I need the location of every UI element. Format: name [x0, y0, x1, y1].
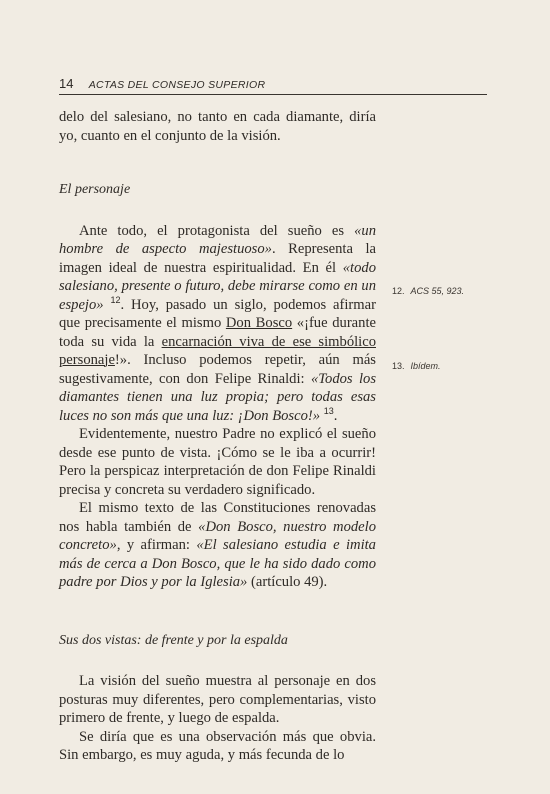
- paragraph-2: Evidentemente, nuestro Padre no explicó el sueño desde ese punto de vista. ¡Cómo se le iba a ocurrir! Pero la perspicaz interpretación de don Felipe Rinaldi precisa y concreta su verdadero significado.: [59, 426, 376, 498]
- underlined-don-bosco: Don Bosco: [225, 315, 293, 331]
- quote-espejo: «todo salesiano, presente o futuro, debe mirarse como en un espejo»: [59, 259, 376, 313]
- quote-hombre: «un hombre de aspecto majestuoso»: [59, 222, 376, 257]
- footnote-13: 13. Ibídem.: [392, 361, 441, 371]
- running-title: ACTAS DEL CONSEJO SUPERIOR: [88, 79, 266, 91]
- body-text: [59, 108, 376, 765]
- paragraph-1: Ante todo, el protagonista del sueño es «un hombre de aspecto majestuoso». Representa la imagen ideal de nuestra espiritualidad. En él «todo salesiano, presente o futuro, debe mirarse como en un espejo» $^{12}$. Hoy, pasado un siglo, podemos afirmar que precisamente el mismo Don Bosco «¡fue durante toda su vida la encarnación viva de ese simbólico personaje!». Incluso podemos repetir, aún más sugestivamente, con don Felipe Rinaldi: «Todos los diamantes tienen una luz propia; pero todas esas luces no son más que una luz: ¡Don Bosco!» $^{13}$.: [59, 222, 376, 424]
- quote-modelo: «Don Bosco, nuestro modelo concreto»: [59, 518, 376, 553]
- page-number: 14: [59, 76, 74, 91]
- underlined-encarnacion: encarnación viva de ese simbólico personaje: [59, 333, 376, 368]
- quote-diamantes: «Todos los diamantes tienen una luz propia; pero todas esas luces no son más que una luz: ¡Don Bosco!»: [59, 370, 376, 424]
- paragraph-3: El mismo texto de las Constituciones renovadas nos habla también de «Don Bosco, nuestro modelo concreto», y afirman: «El salesiano estudia e imita más de cerca a Don Bosco, que le ha sido dado como padre por Dios y por la Iglesia» (artículo 49).: [59, 500, 376, 590]
- header-rule: [59, 94, 487, 95]
- footnote-ref-12: 12: [110, 294, 121, 305]
- footnote-12: 12. ACS 55, 923.: [392, 286, 465, 296]
- paragraph-4: La visión del sueño muestra al personaje en dos posturas muy diferentes, pero complementarias, visto primero de frente, y luego de espalda.: [59, 673, 376, 726]
- quote-salesiano: «El salesiano estudia e imita más de cerca a Don Bosco, que le ha sido dado como padre por Dios y por la Iglesia»: [59, 537, 376, 590]
- running-header: [59, 76, 487, 92]
- paragraph-5: Se diría que es una observación más que obvia. Sin embargo, es muy aguda, y más fecunda de lo: [59, 728, 376, 763]
- section-heading-vistas: Sus dos vistas: de frente y por la espalda: [59, 632, 288, 648]
- paragraph-intro: delo del salesiano, no tanto en cada diamante, diría yo, cuanto en el conjunto de la visión.: [59, 109, 376, 144]
- section-heading-personaje: El personaje: [59, 182, 131, 197]
- footnote-ref-13: 13: [323, 405, 334, 416]
